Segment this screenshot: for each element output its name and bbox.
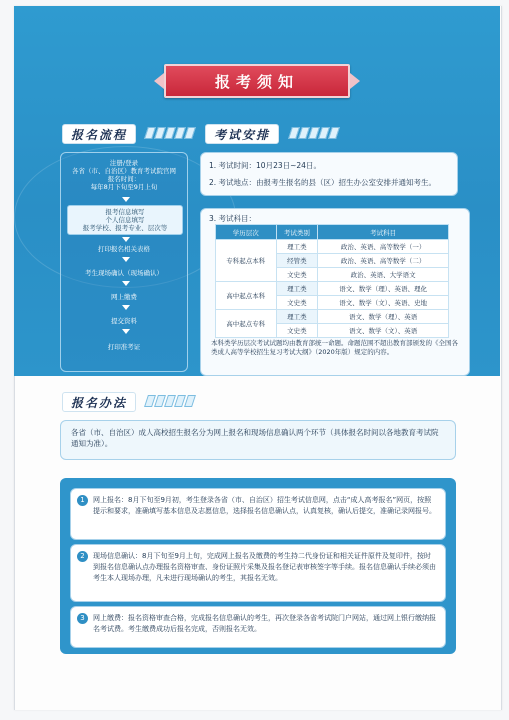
table-cell: 理工类 — [276, 240, 318, 254]
chevron-decoration — [146, 126, 194, 140]
page-title-banner — [164, 64, 350, 98]
step-number-badge: 2 — [77, 551, 88, 562]
flow-step-print-admission: 打印准考证 — [107, 343, 141, 351]
table-cell: 文史类 — [276, 296, 318, 310]
method-intro: 各省（市、自治区）成人高校招生报名分为网上报名和现场信息确认两个环节（具体报名时间以各地教育考试院通知为准）。 — [60, 420, 456, 460]
section-title-flow: 报名流程 — [62, 124, 136, 144]
arrow-down-icon — [122, 329, 130, 334]
exam-place: 2. 考试地点：由报考生报名的县（区）招生办公室安排并通知考生。 — [209, 178, 437, 187]
step-number-badge: 3 — [77, 613, 88, 624]
table-cell: 经管类 — [276, 254, 318, 268]
table-cell: 文史类 — [276, 268, 318, 282]
method-text: 网上缴费：报名资格审查合格，完成报名信息确认的考生，再次登录各省考试院门户网站，通过网上银行缴纳报名考试费。考生缴费成功后报名完成，否则报名无效。 — [93, 614, 436, 633]
subjects-label: 3. 考试科目： — [209, 214, 257, 223]
arrow-down-icon — [122, 281, 130, 286]
method-text: 现场信息确认：8月下旬至9月上旬，完成网上报名及缴费的考生持二代身份证和相关证件原件及复印件，按时到报名信息确认点办理报名资格审查、身份证照片采集及报名登记表审核签字等手续。报名信息确认手续必须由考生本人现场办理，凡未进行现场确认的考生，其报名无效。 — [93, 552, 436, 582]
table-cell: 语文、数学（文）、英语、史地 — [318, 296, 449, 310]
step-number-badge: 1 — [77, 495, 88, 506]
flow-step-pay-online: 网上缴费 — [111, 293, 137, 301]
method-online-payment — [70, 606, 446, 648]
subjects-table — [215, 224, 449, 338]
flow-step-print-forms: 打印报名相关表格 — [98, 245, 150, 253]
table-header: 考试科目 — [318, 225, 449, 240]
method-onsite-confirmation — [70, 544, 446, 602]
table-cell: 政治、英语、高等数学（二） — [318, 254, 449, 268]
flow-step-onsite-confirm: 考生现场确认（现场确认） — [85, 269, 163, 277]
table-cell: 政治、英语、大学语文 — [318, 268, 449, 282]
arrow-down-icon — [122, 237, 130, 242]
table-cell: 高中起点本科 — [216, 282, 277, 310]
chevron-decoration — [290, 126, 338, 140]
registration-flow — [60, 152, 188, 372]
page-title: 报考须知 — [214, 72, 299, 91]
exam-time-place-panel — [200, 152, 458, 196]
table-row — [216, 240, 449, 254]
table-cell: 语文、数学（理）、英语、理化 — [318, 282, 449, 296]
table-cell: 文史类 — [276, 324, 318, 338]
table-cell: 语文、数学（文）、英语 — [318, 324, 449, 338]
table-header: 学历层次 — [216, 225, 277, 240]
method-online-registration — [70, 488, 446, 540]
arrow-down-icon — [122, 197, 130, 202]
table-header: 考试类别 — [276, 225, 318, 240]
table-cell: 理工类 — [276, 310, 318, 324]
table-row — [216, 310, 449, 324]
table-row — [216, 282, 449, 296]
table-cell: 高中起点专科 — [216, 310, 277, 338]
method-text: 网上报名：8月下旬至9月初，考生登录各省（市、自治区）招生考试信息网，点击“成人高考报名”网页，按照提示和要求，准确填写基本信息及志愿信息，选择报名信息确认点，认真复核，确认后提交，准确记录网报号。 — [93, 496, 436, 515]
table-cell: 语文、数学（理）、英语 — [318, 310, 449, 324]
flow-step-fill-info: 报考信息填写 个人信息填写 报考学校、报考专业、层次等 — [67, 205, 183, 235]
arrow-down-icon — [122, 305, 130, 310]
subjects-note: 本科类学历层次考试试题均由教育部统一命题。命题范围不超出教育部颁发的《全国各类成人高等学校招生复习考试大纲》（2020年版）规定的内容。 — [211, 339, 458, 356]
flow-step-register: 注册/登录 各省（市、自治区）教育考试院官网 报名时间： 每年8月下旬至9月上旬 — [72, 159, 176, 191]
exam-time: 1. 考试时间：10月23日~24日。 — [209, 161, 321, 170]
table-cell: 理工类 — [276, 282, 318, 296]
section-title-method: 报名办法 — [62, 392, 136, 412]
section-title-arrangement: 考试安排 — [205, 124, 279, 144]
chevron-decoration — [146, 394, 194, 408]
flow-step-submit: 提交资料 — [111, 317, 137, 325]
arrow-down-icon — [122, 257, 130, 262]
table-cell: 政治、英语、高等数学（一） — [318, 240, 449, 254]
table-cell: 专科起点本科 — [216, 240, 277, 282]
exam-subjects-panel — [200, 208, 470, 376]
